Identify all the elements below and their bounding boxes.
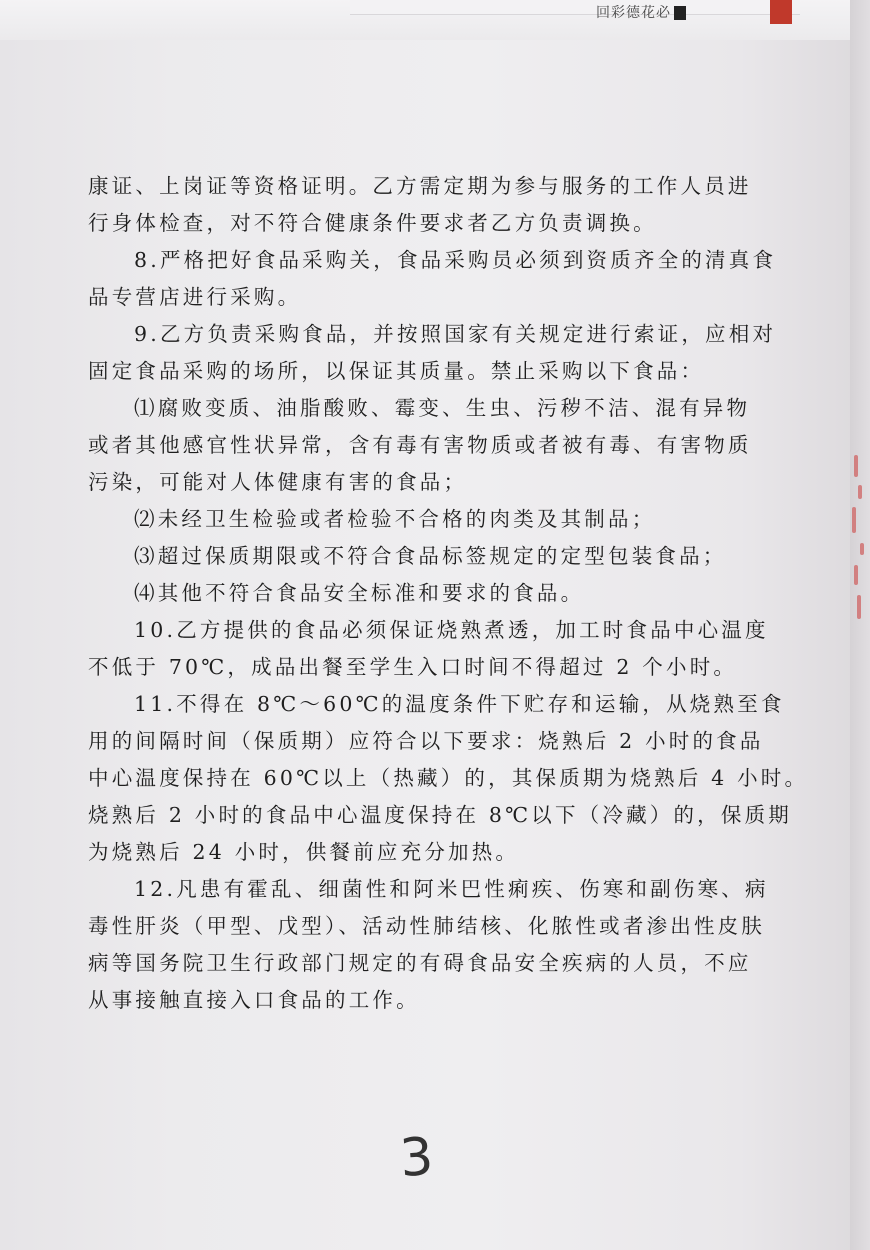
text-line: 病等国务院卫生行政部门规定的有碍食品安全疾病的人员，不应: [88, 951, 752, 975]
text-line: 从事接触直接入口食品的工作。: [88, 988, 420, 1012]
top-stamp-text: 回彩德花必: [596, 5, 671, 21]
text-line: ⑷其他不符合食品安全标准和要求的食品。: [134, 581, 585, 605]
top-stamp: [596, 2, 686, 22]
text-line: ⑵未经卫生检验或者检验不合格的肉类及其制品；: [134, 507, 656, 531]
text-line: 固定食品采购的场所，以保证其质量。禁止采购以下食品：: [88, 359, 705, 383]
text-line: 9.乙方负责采购食品，并按照国家有关规定进行索证，应相对: [134, 322, 777, 346]
text-line: 中心温度保持在 60℃以上（热藏）的，其保质期为烧熟后 4 小时。: [88, 766, 809, 790]
text-line: 烧熟后 2 小时的食品中心温度保持在 8℃以下（冷藏）的，保质期: [88, 803, 792, 827]
text-line: 行身体检查，对不符合健康条件要求者乙方负责调换。: [88, 211, 657, 235]
text-line: 11.不得在 8℃～60℃的温度条件下贮存和运输，从烧熟至食: [134, 692, 785, 716]
red-tab-icon: [770, 0, 792, 24]
text-line: ⑶超过保质期限或不符合食品标签规定的定型包装食品；: [134, 544, 727, 568]
text-line: 用的间隔时间（保质期）应符合以下要求：烧熟后 2 小时的食品: [88, 729, 764, 753]
text-line: 品专营店进行采购。: [88, 285, 302, 309]
right-page-edge: [850, 0, 870, 1250]
text-line: 或者其他感官性状异常，含有毒有害物质或者被有毒、有害物质: [88, 433, 752, 457]
text-line: 10.乙方提供的食品必须保证烧熟煮透，加工时食品中心温度: [134, 618, 769, 642]
text-line: 康证、上岗证等资格证明。乙方需定期为参与服务的工作人员进: [88, 174, 752, 198]
text-line: 为烧熟后 24 小时，供餐前应充分加热。: [88, 840, 520, 864]
text-line: 毒性肝炎（甲型、戊型）、活动性肺结核、化脓性或者渗出性皮肤: [88, 914, 766, 938]
text-line: 不低于 70℃，成品出餐至学生入口时间不得超过 2 个小时。: [88, 655, 738, 679]
text-line: 污染，可能对人体健康有害的食品；: [88, 470, 468, 494]
top-paper-strip: [350, 0, 800, 15]
page-number: 3: [397, 1126, 436, 1190]
text-line: 12.凡患有霍乱、细菌性和阿米巴性痢疾、伤寒和副伤寒、病: [134, 877, 769, 901]
text-line: ⑴腐败变质、油脂酸败、霉变、生虫、污秽不洁、混有异物: [134, 396, 751, 420]
stamp-block-icon: [674, 6, 686, 20]
document-body: [88, 168, 809, 1019]
text-line: 8.严格把好食品采购关，食品采购员必须到资质齐全的清真食: [134, 248, 777, 272]
red-seal-marks-icon: [848, 455, 868, 625]
